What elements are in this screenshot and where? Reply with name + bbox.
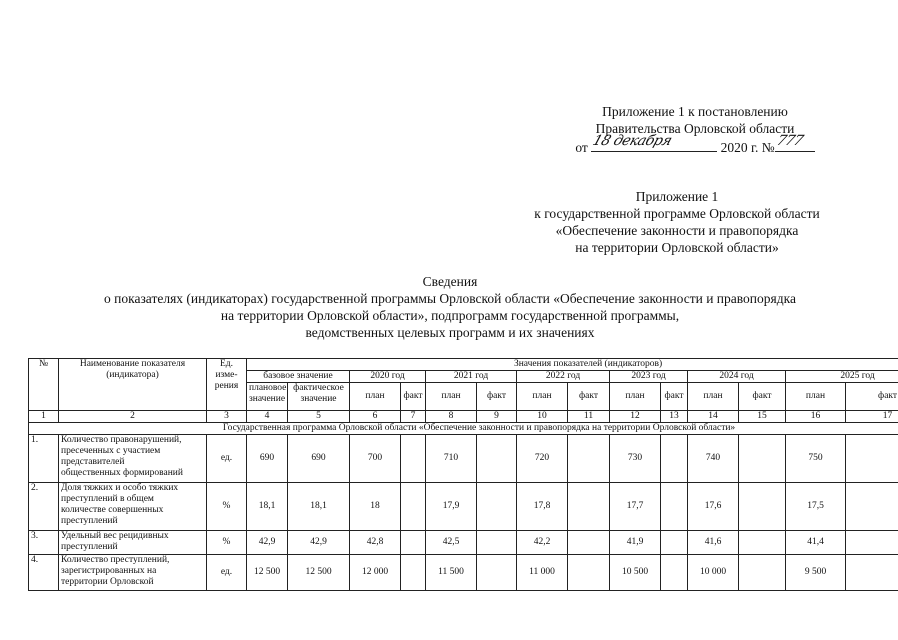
col-number: 8 (426, 411, 477, 423)
header-name (59, 359, 207, 411)
program-annex-line1: Приложение 1 (635, 189, 719, 204)
col-number: 4 (247, 411, 288, 423)
indicator-name-line: территории Орловской (61, 577, 154, 587)
header-year-2023: 2023 год (610, 371, 688, 383)
fact-2022-cell (568, 531, 610, 555)
header-year-2020: 2020 год (350, 371, 426, 383)
plan-2021-cell: 11 500 (426, 555, 477, 591)
header-plan-2023: план (610, 383, 661, 411)
fact-2024-cell (739, 435, 786, 483)
decree-date-blank (590, 133, 717, 152)
indicator-name-line: количестве совершенных (61, 505, 164, 515)
table-row (29, 435, 898, 483)
plan-2022-cell: 11 000 (517, 555, 568, 591)
fact-2023-cell (661, 555, 688, 591)
col-number: 13 (661, 411, 688, 423)
fact-2023-cell (661, 531, 688, 555)
fact-2025-cell (846, 483, 898, 531)
header-plan-2024: план (688, 383, 739, 411)
decree-date-line (560, 133, 830, 156)
plan-2025-cell: 9 500 (786, 555, 846, 591)
section-title: Государственная программа Орловской области «Обеспечение законности и правопорядка на территории Орловской области» (29, 423, 898, 435)
fact-2021-cell (477, 555, 517, 591)
indicator-name (59, 555, 207, 591)
indicator-name-line: Удельный вес рецидивных (61, 531, 169, 541)
fact-2024-cell (739, 555, 786, 591)
col-number: 9 (477, 411, 517, 423)
indicator-name-line: преступлений (61, 542, 118, 552)
indicator-name-line: Количество преступлений, (61, 555, 170, 565)
header-fact-2024: факт (739, 383, 786, 411)
row-number: 2. (29, 483, 59, 531)
fact-2022-cell (568, 483, 610, 531)
col-number: 17 (846, 411, 898, 423)
table-row (29, 483, 898, 531)
col-number: 6 (350, 411, 401, 423)
header-name-line1: Наименование показателя (79, 359, 186, 369)
plan-2023-cell: 17,7 (610, 483, 661, 531)
indicator-name-line: зарегистрированных на (61, 566, 157, 576)
plan-2025-cell: 750 (786, 435, 846, 483)
col-number: 2 (59, 411, 207, 423)
unit-cell: ед. (207, 555, 247, 591)
decree-annex-block (560, 103, 830, 156)
fact-2020-cell (401, 483, 426, 531)
decree-date-handwritten: 18 декабря (590, 133, 674, 149)
header-base: базовое значение (247, 371, 350, 383)
indicator-name-line: Количество правонарушений, (61, 435, 182, 445)
header-actual-line2: значение (300, 394, 337, 404)
header-fact-2021: факт (477, 383, 517, 411)
fact-2025-cell (846, 555, 898, 591)
plan-2024-cell: 41,6 (688, 531, 739, 555)
header-year-2022: 2022 год (517, 371, 610, 383)
col-number: 14 (688, 411, 739, 423)
header-year-2025: 2025 год (786, 371, 898, 383)
heading-line1: Сведения (422, 274, 478, 289)
header-unit (207, 359, 247, 411)
indicator-name-line: преступлений (61, 516, 118, 526)
header-no: № (29, 359, 59, 411)
plan-2020-cell: 18 (350, 483, 401, 531)
col-number: 5 (288, 411, 350, 423)
base-actual-cell: 18,1 (288, 483, 350, 531)
row-number: 3. (29, 531, 59, 555)
header-year-2021: 2021 год (426, 371, 517, 383)
heading-line3: на территории Орловской области», подпрограмм государственной программы, (220, 308, 680, 323)
decree-number-blank (774, 133, 815, 152)
program-annex-block (498, 188, 856, 256)
fact-2021-cell (477, 531, 517, 555)
unit-cell: ед. (207, 435, 247, 483)
fact-2024-cell (739, 531, 786, 555)
indicator-name (59, 435, 207, 483)
base-planned-cell: 12 500 (247, 555, 288, 591)
program-annex-line2: к государственной программе Орловской области (534, 206, 820, 221)
header-actual-line1: фактическое (293, 383, 344, 393)
header-values-group: Значения показателей (индикаторов) (247, 359, 898, 371)
fact-2022-cell (568, 435, 610, 483)
col-number: 3 (207, 411, 247, 423)
heading-line2: о показателях (индикаторах) государственной программы Орловской области «Обеспечение законности и правопорядка (104, 291, 796, 306)
header-fact-2023: факт (661, 383, 688, 411)
plan-2024-cell: 740 (688, 435, 739, 483)
header-plan-2020: план (350, 383, 401, 411)
column-numbers-row (29, 411, 898, 423)
header-fact-2020: факт (401, 383, 426, 411)
header-planned-line2: значение (249, 394, 286, 404)
base-planned-cell: 690 (247, 435, 288, 483)
decree-annex-line1: Приложение 1 к постановлению (602, 104, 788, 119)
header-unit-line2: изме- (215, 370, 238, 380)
plan-2023-cell: 41,9 (610, 531, 661, 555)
header-year-2024: 2024 год (688, 371, 786, 383)
header-plan-2022: план (517, 383, 568, 411)
decree-annex-line2: Правительства Орловской области (595, 121, 795, 136)
header-unit-line1: Ед. (219, 359, 233, 369)
header-planned-line1: плановое (249, 383, 287, 393)
fact-2022-cell (568, 555, 610, 591)
header-fact-2022: факт (568, 383, 610, 411)
fact-2023-cell (661, 483, 688, 531)
plan-2025-cell: 41,4 (786, 531, 846, 555)
fact-2020-cell (401, 555, 426, 591)
fact-2021-cell (477, 483, 517, 531)
indicator-name-line: преступлений в общем (61, 494, 154, 504)
header-actual-value (288, 383, 350, 411)
header-unit-line3: рения (214, 381, 239, 391)
decree-number-handwritten: 777 (774, 133, 805, 149)
header-fact-2025: факт (846, 383, 898, 411)
section-row (29, 423, 898, 435)
fact-2020-cell (401, 435, 426, 483)
header-row-1 (29, 359, 898, 371)
header-name-line2: (индикатора) (106, 370, 159, 380)
indicator-name (59, 483, 207, 531)
program-annex-line4: на территории Орловской области» (575, 240, 779, 255)
plan-2023-cell: 730 (610, 435, 661, 483)
plan-2024-cell: 10 000 (688, 555, 739, 591)
unit-cell: % (207, 531, 247, 555)
col-number: 15 (739, 411, 786, 423)
base-actual-cell: 12 500 (288, 555, 350, 591)
fact-2025-cell (846, 531, 898, 555)
plan-2023-cell: 10 500 (610, 555, 661, 591)
plan-2022-cell: 42,2 (517, 531, 568, 555)
decree-year-text: 2020 г. № (720, 140, 775, 155)
indicator-name (59, 531, 207, 555)
row-number: 1. (29, 435, 59, 483)
col-number: 16 (786, 411, 846, 423)
indicator-name-line: представителей (61, 457, 125, 467)
col-number: 7 (401, 411, 426, 423)
base-planned-cell: 42,9 (247, 531, 288, 555)
row-number: 4. (29, 555, 59, 591)
plan-2025-cell: 17,5 (786, 483, 846, 531)
col-number: 10 (517, 411, 568, 423)
fact-2023-cell (661, 435, 688, 483)
base-actual-cell: 42,9 (288, 531, 350, 555)
base-actual-cell: 690 (288, 435, 350, 483)
col-number: 1 (29, 411, 59, 423)
col-number: 12 (610, 411, 661, 423)
fact-2024-cell (739, 483, 786, 531)
plan-2021-cell: 17,9 (426, 483, 477, 531)
header-plan-2021: план (426, 383, 477, 411)
plan-2020-cell: 42,8 (350, 531, 401, 555)
plan-2020-cell: 12 000 (350, 555, 401, 591)
fact-2020-cell (401, 531, 426, 555)
plan-2020-cell: 700 (350, 435, 401, 483)
table-row (29, 555, 898, 591)
plan-2024-cell: 17,6 (688, 483, 739, 531)
plan-2021-cell: 42,5 (426, 531, 477, 555)
decree-from-prefix: от (575, 140, 588, 155)
table-row (29, 531, 898, 555)
indicators-table (28, 358, 898, 591)
fact-2021-cell (477, 435, 517, 483)
indicator-name-line: Доля тяжких и особо тяжких (61, 483, 179, 493)
program-annex-line3: «Обеспечение законности и правопорядка (555, 223, 799, 238)
header-plan-2025: план (786, 383, 846, 411)
unit-cell: % (207, 483, 247, 531)
plan-2022-cell: 720 (517, 435, 568, 483)
plan-2021-cell: 710 (426, 435, 477, 483)
col-number: 11 (568, 411, 610, 423)
fact-2025-cell (846, 435, 898, 483)
indicator-name-line: общественных формирований (61, 468, 183, 478)
plan-2022-cell: 17,8 (517, 483, 568, 531)
base-planned-cell: 18,1 (247, 483, 288, 531)
heading-line4: ведомственных целевых программ и их значениях (305, 325, 595, 340)
indicator-name-line: пресеченных с участием (61, 446, 161, 456)
document-heading (40, 273, 860, 341)
header-planned-value (247, 383, 288, 411)
